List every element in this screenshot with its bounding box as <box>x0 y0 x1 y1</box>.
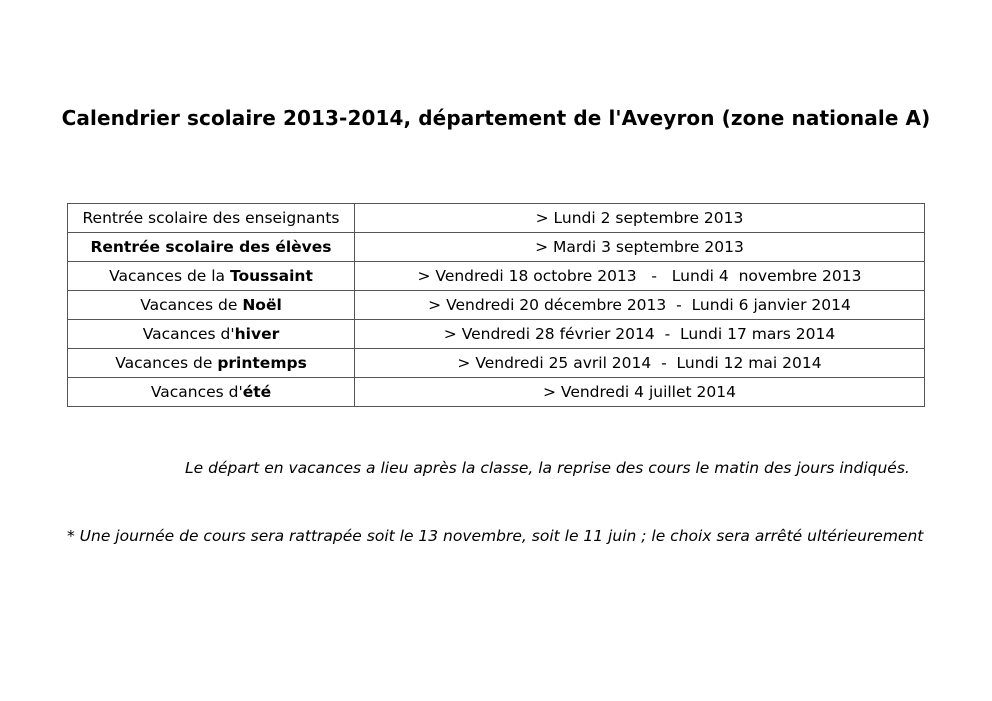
period-dates: > Vendredi 4 juillet 2014 <box>355 378 925 407</box>
period-label <box>68 378 355 407</box>
period-dates: > Vendredi 18 octobre 2013 - Lundi 4 novembre 2013 <box>355 262 925 291</box>
period-label-text: Vacances de <box>115 354 218 372</box>
table-row <box>68 349 925 378</box>
period-label <box>68 262 355 291</box>
departure-note: Le départ en vacances a lieu après la classe, la reprise des cours le matin des jours indiqués. <box>185 459 910 477</box>
period-dates: > Vendredi 25 avril 2014 - Lundi 12 mai 2014 <box>355 349 925 378</box>
period-dates: > Vendredi 28 février 2014 - Lundi 17 mars 2014 <box>355 320 925 349</box>
period-label-bold: printemps <box>217 354 307 372</box>
table-row <box>68 320 925 349</box>
period-label-bold: Noël <box>242 296 282 314</box>
period-dates: > Mardi 3 septembre 2013 <box>355 233 925 262</box>
table-row <box>68 262 925 291</box>
period-label <box>68 349 355 378</box>
table-row <box>68 378 925 407</box>
period-label-bold: hiver <box>234 325 280 343</box>
table-row <box>68 233 925 262</box>
period-label-bold: été <box>242 383 272 401</box>
table-row <box>68 204 925 233</box>
period-label-bold: Toussaint <box>229 267 313 285</box>
period-label-bold: Rentrée scolaire des élèves <box>90 238 332 256</box>
period-label <box>68 320 355 349</box>
period-label <box>68 233 355 262</box>
period-label <box>68 291 355 320</box>
period-label <box>68 204 355 233</box>
period-label-text: Vacances d' <box>150 383 243 401</box>
page-title: Calendrier scolaire 2013-2014, département de l'Aveyron (zone nationale A) <box>61 106 931 130</box>
period-label-text: Rentrée scolaire des enseignants <box>82 209 340 227</box>
makeup-day-note: * Une journée de cours sera rattrapée soit le 13 novembre, soit le 11 juin ; le choix sera arrêté ultérieurement <box>67 527 924 545</box>
table-row <box>68 291 925 320</box>
period-label-text: Vacances de la <box>109 267 230 285</box>
period-dates: > Vendredi 20 décembre 2013 - Lundi 6 janvier 2014 <box>355 291 925 320</box>
period-dates: > Lundi 2 septembre 2013 <box>355 204 925 233</box>
period-label-text: Vacances d' <box>142 325 235 343</box>
period-label-text: Vacances de <box>140 296 243 314</box>
school-calendar-table <box>67 203 925 407</box>
